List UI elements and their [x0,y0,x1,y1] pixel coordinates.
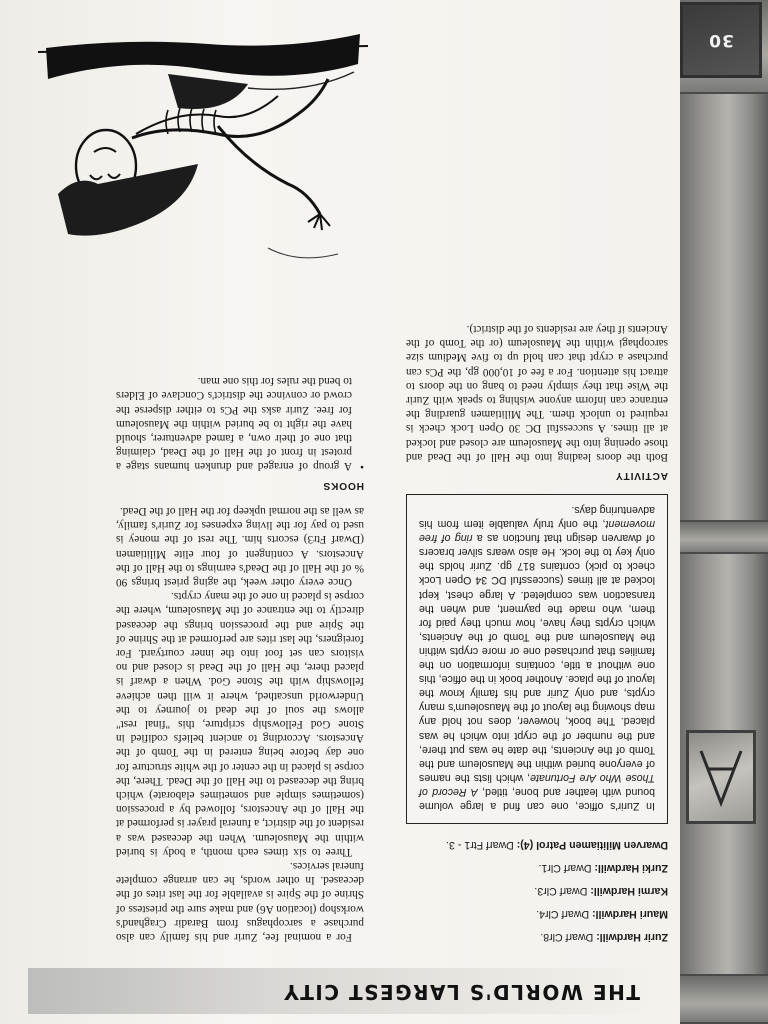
stat-block-stats: Dwarf Clr8. [540,931,594,943]
activity-text: Both the doors leading into the Hall of the Dead and those opening into the Mausoleum are closed and locked at all times. A successful DC 30 Open Lock check is required to unlock them. The Militiamen guarding the entrance can inform anyone wishing to speak with Zurir the Wise that they simply need to bang on the doors to attract his attention. For a fee of 10,000 gp, the PCs can purchase a crypt that can hold up to five Medium size sarcophagi within the Mausoleum (or the Tomb of the Ancients if they are residents of the district). [406,322,668,463]
stat-block [406,861,668,875]
stat-block-name: Mauri Hardwill: [592,908,668,920]
body-paragraphs [116,504,364,944]
body-paragraph: Three to six times each month, a body is buried within the Mausoleum. When the deceased was a resident of the district, a funeral prayer is performed at the Hall of the Ancestors, followed by a procession (sometimes simple and sometimes elaborate) which bring the deceased to the Hall of the Dead. There, the corpse is placed in the center of the white structure for one day before being entered in the Tomb of the Ancestors. According to ancient beliefs codified in Stone God Fellowship scripture, this "final rest" allows the soul of the dead to journey to the Underworld unscathed, where it will then achieve fellowship with the Stone God. When a dwarf is placed there, the Hall of the Dead is closed and no visitors can set foot into the inner courtyard. For foreigners, the last rites are performed at the Shrine of the Spire and the procession brings the deceased directly to the entrance of the Mausoleum, where the corpse is placed in one of the many crypts. [116,590,364,858]
emblem-plate-icon [686,730,756,824]
stat-block-name: Zurki Hardwill: [594,862,668,874]
stat-block [406,884,668,898]
sidebar-box [406,494,668,824]
body-paragraph: Once every other week, the aging priest brings 90 % of the Hall of the Dead's earnings to the Hall of the Ancestors. A contingent of four elite Militiamen (Dwarf Ftr3) escorts him. The rest of the money is used to pay for the living expenses for Zurir's family, as well as the normal upkeep for the Hall of the Dead. [116,504,364,588]
hook-item: • A group of enraged and drunken humans stage a protest in front of the Hall of the Dead, claiming that one of their own, a famed adventurer, should have the right to be buried within the Mausoleum for free. Zurir asks the PCs to either disperse the crowd or convince the district's Conclave of Elders to bend the rules for this one man. [116,374,364,473]
activity-paragraph [406,322,668,464]
stat-block-stats: Dwarf Clr4. [536,908,590,920]
stat-block-list [406,838,668,944]
sidebar-text-2: , which lists the names of everyone buried within the Mausoleum and the Tomb of the Ancients, the date he was put there, and the number of the crypt into which he was placed. The book, however, does not hold any map showing the layout of the Mausoleum's many crypts, and only Zurir and his family know the layout of the place. Another book in the office, this one without a title, contains information on the families that purchased one or more crypts within the Mausoleum and the Tomb of the Ancients, which crypts they have, how much they paid for them, who made the payment, and when the transaction was completed. A large chest, kept locked at all times (successful DC 34 Open Lock check to pick) contains 817 gp. Zurir holds the only key to the lock. He also wears silver bracers of dwarven design that function as a [419,532,655,784]
stone-column-icon [680,0,768,1024]
sidebar-item-name: ring of free movement [419,518,655,545]
stat-block-stats: Dwarf Ftr1 - 3. [446,839,514,851]
sidebar-text-1: In Zurir's office, one can find a large volume bound with leather and bone, titled, [419,785,655,812]
right-column [116,374,364,944]
sidebar-text-3: , the only truly valuable item from his adventuring days. [419,504,655,531]
stat-block-name: Dwarven Militiamen Patrol (4): [516,839,668,851]
reclining-skeleton-illustration [38,24,368,284]
stat-block-stats: Dwarf Clr1. [538,862,592,874]
hooks-list [116,374,364,473]
body-paragraph: For a nominal fee, Zurir and his family can also purchase a sarcophagus from Baradir Craghand's workshop (location A6) and make sure the priestess of Shrine of the Spire is available for the last rites of the deceased. In other words, he can arrange complete funeral services. [116,859,364,943]
page-number: 30 [708,30,734,50]
column-capital [680,974,768,1024]
left-column [406,322,668,944]
hooks-heading: HOOKS [322,479,364,491]
column-band [680,520,768,554]
sidebar-book-title: A Record of Those Who Are Fortunate [418,771,655,798]
stat-block [406,907,668,921]
stat-block-name: Karmi Hardwill: [590,885,668,897]
page-number-box [680,2,762,78]
activity-heading: ACTIVITY [615,469,668,481]
stat-block-name: Zurir Hardwill: [596,931,668,943]
running-head: THE WORLD'S LARGEST CITY [282,980,640,1004]
stat-block-stats: Dwarf Clr3. [534,885,588,897]
stat-block [406,838,668,852]
stat-block [406,930,668,944]
